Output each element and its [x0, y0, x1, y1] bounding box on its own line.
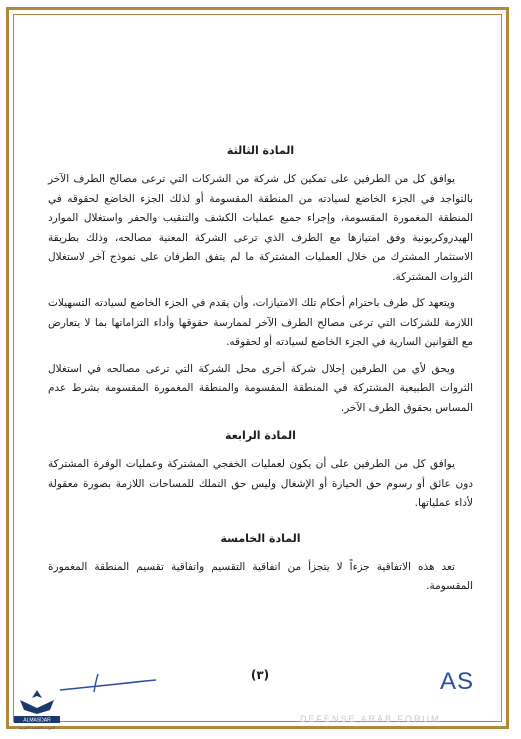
- handwritten-initials: AS: [440, 668, 475, 695]
- article-5-title: المادة الخامسة: [220, 531, 301, 545]
- article-3-paragraph-1: يوافق كل من الطرفين على تمكين كل شركة من الشركات التي ترعى مصالح الطرف الآخر بالتواجد في الجزء الخاضع لسيادته من المنطقة المقسومة أو لذلك الجزء الخاضع لحقوقه في المنطقة المغمورة المقسومة، وإجراء جميع عمليات الكشف والتنقيب والحفر واستغلال الموارد الهيدروكربونية وفق امتيازها مع الطرف الذي ترعى الشركة المعنية مصالحه، وذلك بطريقة الاستثمار المشترك من خلال العمليات المشتركة ما لم يتفق الطرفان على نموذج آخر لاستغلال الثروات المشتركة.: [48, 173, 473, 283]
- svg-text:ALMASDAR: ALMASDAR: [23, 717, 51, 724]
- forum-seal-logo: [6, 688, 68, 736]
- article-4-title: المادة الرابعة: [225, 429, 296, 442]
- handwritten-signature: [58, 672, 158, 700]
- article-5-paragraph-1: تعد هذه الاتفاقية جزءاً لا يتجزأ من اتفاقية التقسيم واتفاقية تقسيم المنطقة المغمورة المقسومة.: [48, 560, 473, 592]
- document-body: [48, 140, 473, 604]
- page-number: (٣): [250, 668, 270, 682]
- svg-text:القوات الخاصة العربية: القوات الخاصة العربية: [18, 725, 56, 730]
- watermark-text: DEFENSE ARAB FORUM: [300, 714, 441, 724]
- article-4-paragraph-1: يوافق كل من الطرفين على أن يكون لعمليات الخفجي المشتركة وعمليات الوفرة المشتركة دون عائق أو رسوم حق الحيازة أو الإشغال وليس حق التملك للمساحات اللازمة بصورة معقولة لأداء عملياتها.: [48, 458, 473, 509]
- article-3-paragraph-2: ويتعهد كل طرف باحترام أحكام تلك الامتيازات، وأن يقدم في الجزء الخاضع لسيادته التسهيلات اللازمة للشركات التي ترعى مصالح الطرف الآخر لممارسة حقوقها وأداء التزاماتها بما لا يتعارض مع القوانين السارية في الجزء الخاضع لسيادته أو لحقوقه.: [48, 297, 473, 348]
- article-3-title: المادة الثالثة: [226, 144, 295, 157]
- article-3-paragraph-3: ويحق لأي من الطرفين إحلال شركة أخرى محل الشركة التي ترعى مصالحه في استغلال الثروات الطبيعية المشتركة في المنطقة المقسومة والمنطقة المغمورة المقسومة بشرط عدم المساس بحقوق الطرف الآخر.: [48, 362, 473, 414]
